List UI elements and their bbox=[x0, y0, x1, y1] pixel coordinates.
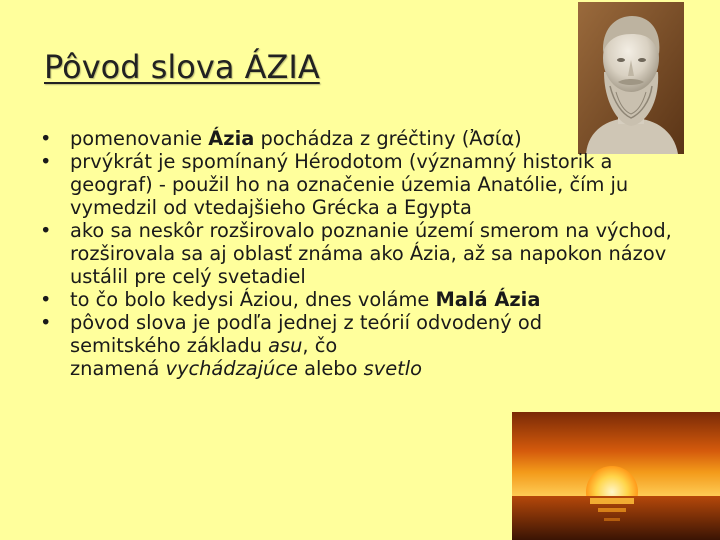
bullet-dot: • bbox=[40, 288, 52, 311]
bullet-dot: • bbox=[40, 311, 52, 334]
bullet-text: znamená bbox=[70, 357, 166, 380]
bullet-text: asu bbox=[268, 334, 303, 357]
bullet-text: semitského základu bbox=[70, 334, 269, 357]
bullet-item bbox=[40, 219, 685, 288]
bullet-text: pochádza z gréčtiny (Ἀσία) bbox=[254, 127, 522, 150]
bullet-text: pôvod slova je podľa jednej z teórií odvodený od bbox=[70, 311, 543, 334]
bullet-item bbox=[40, 288, 685, 311]
bullet-text: pomenovanie bbox=[70, 127, 209, 150]
bullet-item bbox=[40, 127, 685, 150]
bullet-text: svetlo bbox=[363, 357, 423, 380]
bullet-item bbox=[40, 311, 685, 380]
bullet-text: prvýkrát je spomínaný Hérodotom (významný historik a geograf) - použil ho na označenie územia Anatólie, čím ju vymedzil od vtedajšieho Grécka a Egypta bbox=[70, 150, 629, 219]
slide-title: Pôvod slova ÁZIA bbox=[44, 48, 320, 86]
bullet-dot: • bbox=[40, 127, 52, 150]
bullet-text: alebo bbox=[297, 357, 364, 380]
bullet-text: vychádzajúce bbox=[165, 357, 298, 380]
sunset-image bbox=[512, 412, 720, 540]
bullet-dot: • bbox=[40, 150, 52, 173]
bullet-text: to čo bolo kedysi Áziou, dnes voláme bbox=[70, 288, 436, 311]
bullet-text: ako sa neskôr rozširovalo poznanie území smerom na východ, rozširovala sa aj oblasť známa ako Ázia, až sa napokon názov ustálil pre celý svetadiel bbox=[70, 219, 672, 288]
bullet-list bbox=[40, 127, 685, 380]
bullet-text: , čo bbox=[302, 334, 338, 357]
bullet-dot: • bbox=[40, 219, 52, 242]
bullet-text: Ázia bbox=[208, 127, 255, 150]
bullet-item bbox=[40, 150, 685, 219]
bullet-text: Malá Ázia bbox=[435, 288, 541, 311]
